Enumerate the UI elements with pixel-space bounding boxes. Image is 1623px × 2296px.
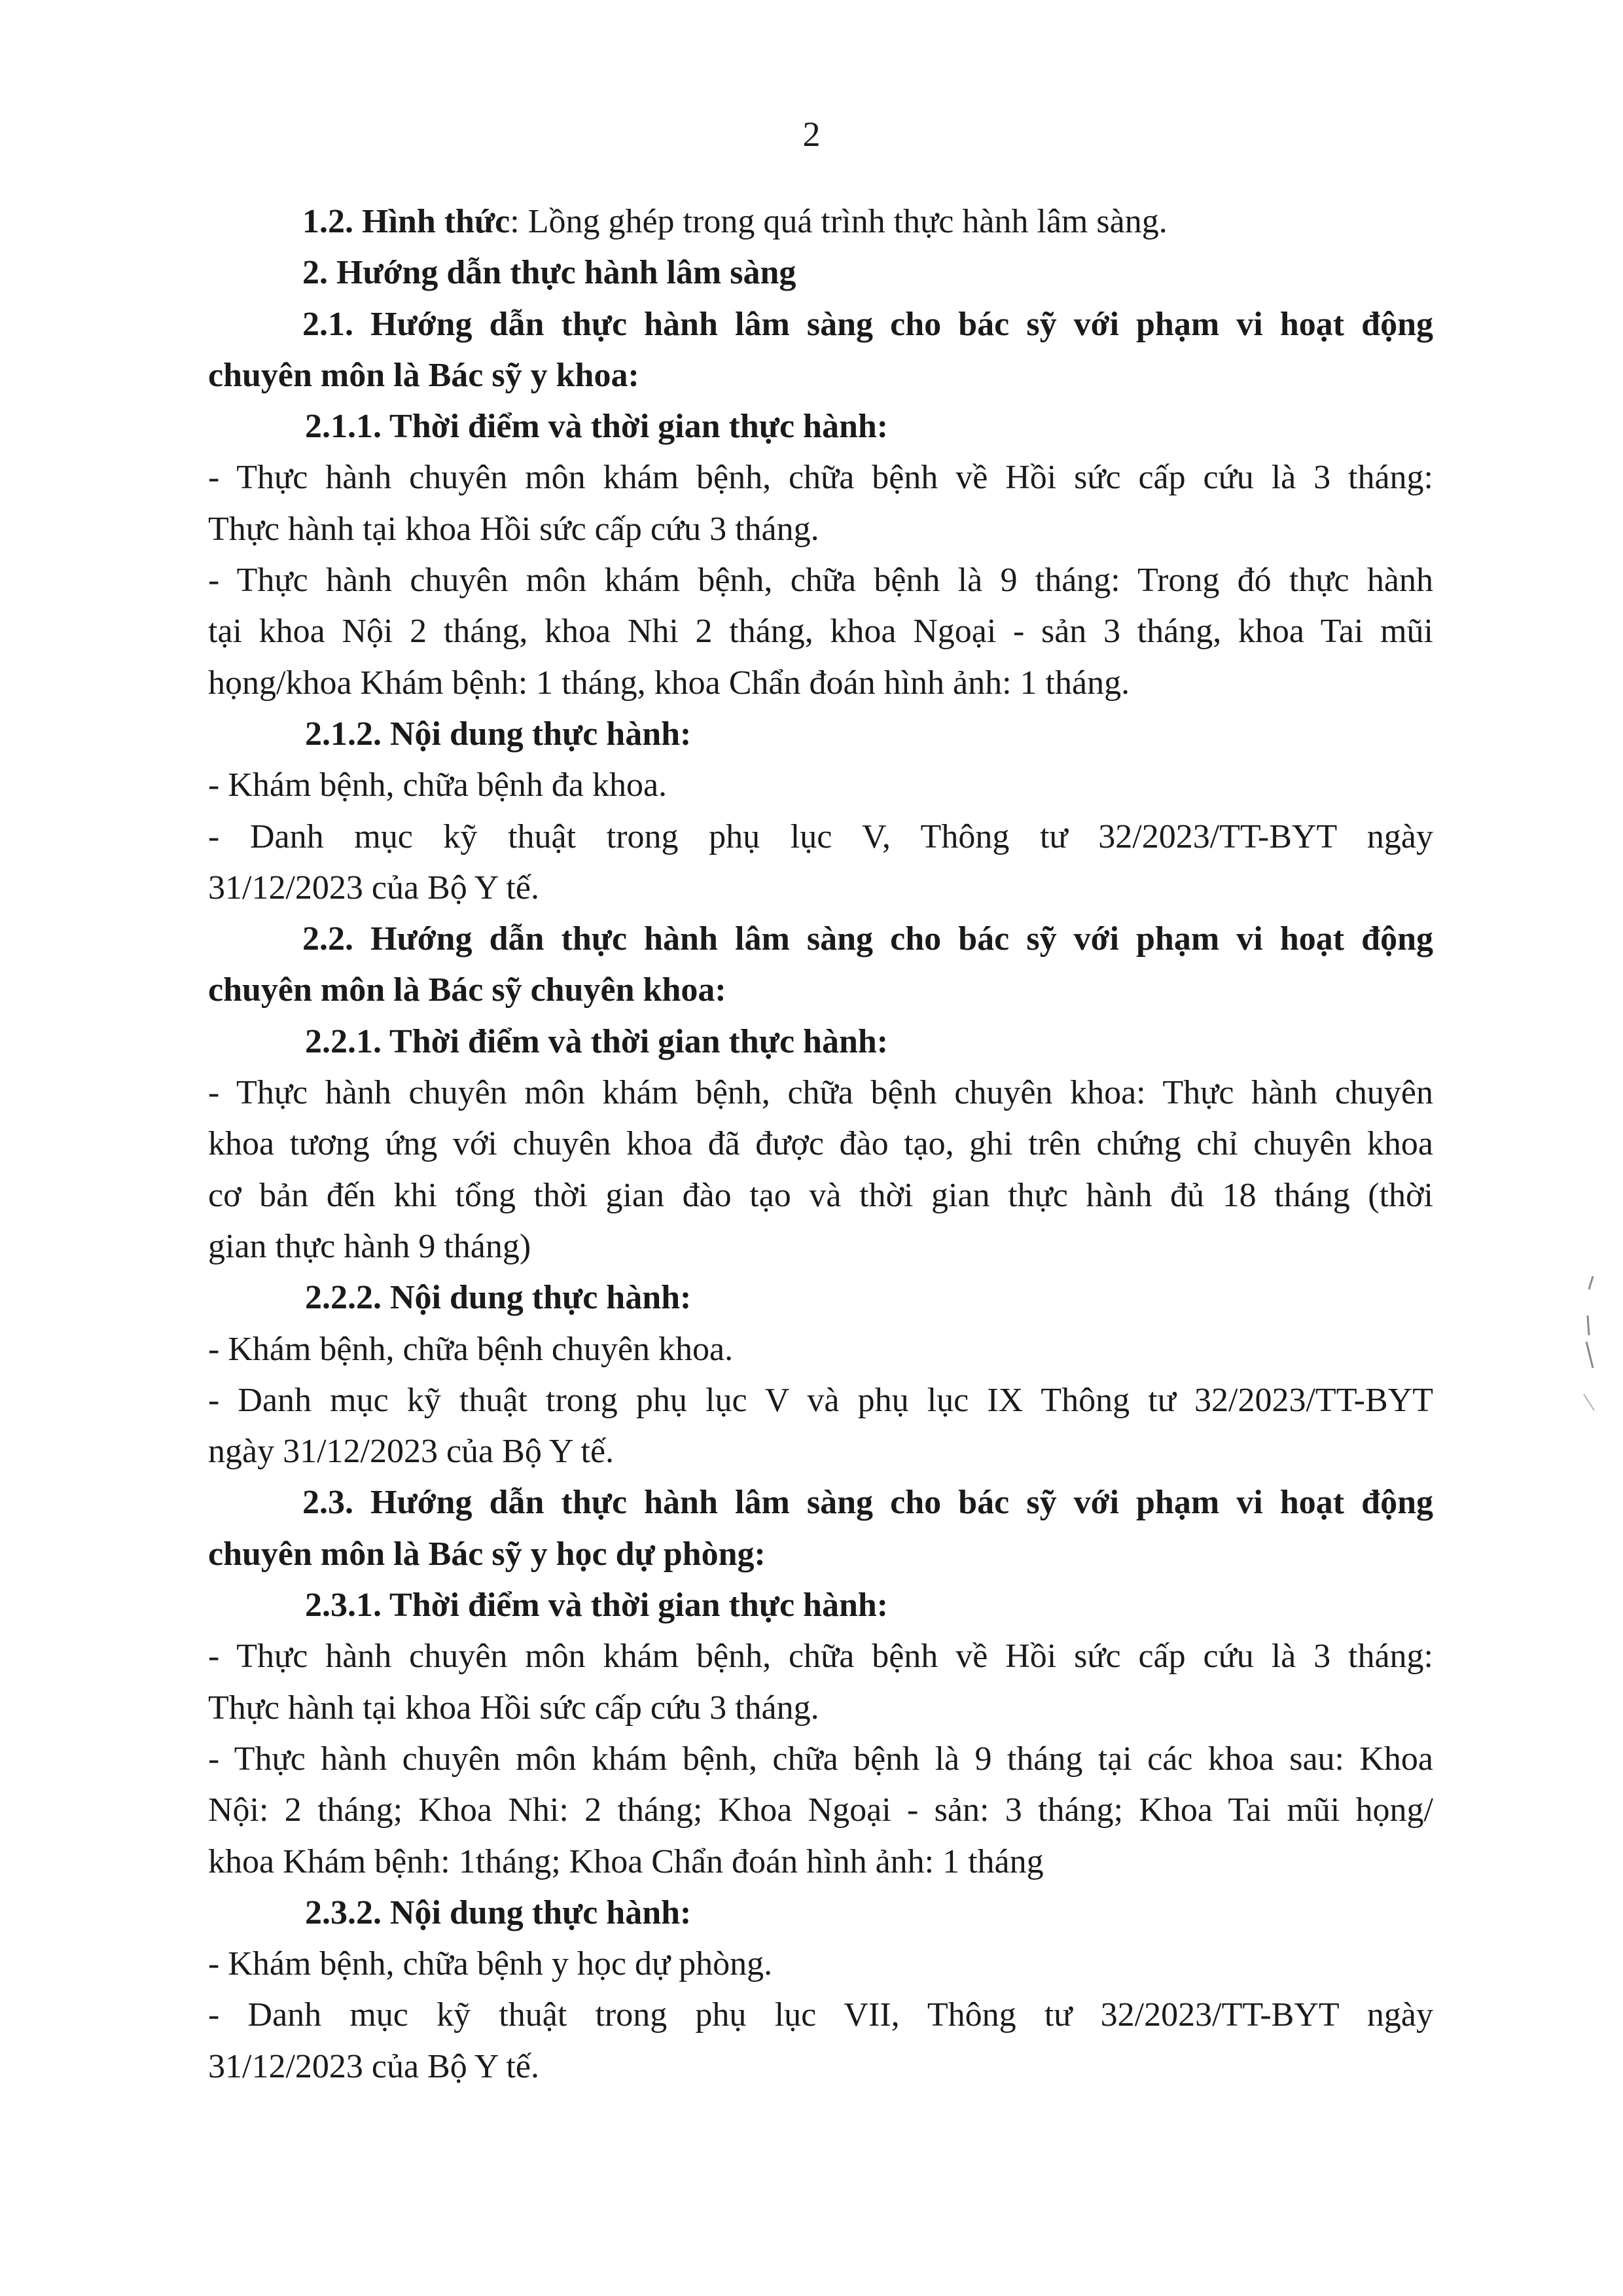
text-line-l23: - Khám bệnh, chữa bệnh chuyên khoa.	[208, 1330, 734, 1368]
text-line-l37: 31/12/2023 của Bộ Y tế.	[208, 2047, 539, 2085]
text-line-l13: - Danh mục kỹ thuật trong phụ lục V, Thông tư 32/2023/TT-BYT ngày	[208, 817, 1433, 855]
text-line-l29: - Thực hành chuyên môn khám bệnh, chữa bệnh về Hồi sức cấp cứu là 3 tháng:	[208, 1638, 1433, 1676]
scan-marks	[1577, 1270, 1603, 1427]
text-line-l28: 2.3.1. Thời điểm và thời gian thực hành:	[305, 1587, 889, 1624]
text-line-l26: 2.3. Hướng dẫn thực hành lâm sàng cho bác sỹ với phạm vi hoạt động	[302, 1484, 1433, 1522]
text-line-l01	[208, 196, 1433, 247]
text-line-l05: 2.1.1. Thời điểm và thời gian thực hành:	[305, 408, 889, 446]
bold-label: 1.2. Hình thức	[302, 203, 510, 240]
text-line-l34: 2.3.2. Nội dung thực hành:	[305, 1893, 692, 1931]
text-line-l18: - Thực hành chuyên môn khám bệnh, chữa bệnh chuyên khoa: Thực hành chuyên	[208, 1074, 1433, 1112]
text-line-l24: - Danh mục kỹ thuật trong phụ lục V và phụ lục IX Thông tư 32/2023/TT-BYT	[208, 1381, 1433, 1419]
text-line-l21: gian thực hành 9 tháng)	[208, 1227, 531, 1265]
text-line-l03: 2.1. Hướng dẫn thực hành lâm sàng cho bác sỹ với phạm vi hoạt động	[302, 305, 1433, 343]
line-text: : Lồng ghép trong quá trình thực hành lâm sàng.	[510, 203, 1168, 240]
text-line-l07: Thực hành tại khoa Hồi sức cấp cứu 3 tháng.	[208, 510, 819, 548]
text-line-l20: cơ bản đến khi tổng thời gian đào tạo và thời gian thực hành đủ 18 tháng (thời	[208, 1176, 1433, 1214]
text-line-l02: 2. Hướng dẫn thực hành lâm sàng	[302, 254, 796, 292]
text-line-l35: - Khám bệnh, chữa bệnh y học dự phòng.	[208, 1945, 773, 1983]
text-line-l15: 2.2. Hướng dẫn thực hành lâm sàng cho bác sỹ với phạm vi hoạt động	[302, 920, 1433, 958]
text-line-l33: khoa Khám bệnh: 1tháng; Khoa Chẩn đoán hình ảnh: 1 tháng	[208, 1842, 1044, 1880]
text-line-l25: ngày 31/12/2023 của Bộ Y tế.	[208, 1433, 615, 1471]
text-line-l31: - Thực hành chuyên môn khám bệnh, chữa bệnh là 9 tháng tại các khoa sau: Khoa	[208, 1740, 1433, 1778]
text-line-l06: - Thực hành chuyên môn khám bệnh, chữa bệnh về Hồi sức cấp cứu là 3 tháng:	[208, 459, 1433, 497]
text-line-l30: Thực hành tại khoa Hồi sức cấp cứu 3 tháng.	[208, 1689, 819, 1727]
text-line-l32: Nội: 2 tháng; Khoa Nhi: 2 tháng; Khoa Ngoại - sản: 3 tháng; Khoa Tai mũi họng/	[208, 1791, 1433, 1829]
text-line-l22: 2.2.2. Nội dung thực hành:	[305, 1279, 692, 1317]
text-line-l10: họng/khoa Khám bệnh: 1 tháng, khoa Chẩn đoán hình ảnh: 1 tháng.	[208, 664, 1130, 702]
text-line-l14: 31/12/2023 của Bộ Y tế.	[208, 869, 539, 906]
document-body	[208, 196, 1433, 2092]
text-line-l08: - Thực hành chuyên môn khám bệnh, chữa bệnh là 9 tháng: Trong đó thực hành	[208, 562, 1433, 600]
text-line-l19: khoa tương ứng với chuyên khoa đã được đào tạo, ghi trên chứng chỉ chuyên khoa	[208, 1125, 1433, 1163]
page-number: 2	[802, 115, 821, 154]
text-line-l36: - Danh mục kỹ thuật trong phụ lục VII, Thông tư 32/2023/TT-BYT ngày	[208, 1996, 1433, 2034]
text-line-l27: chuyên môn là Bác sỹ y học dự phòng:	[208, 1535, 766, 1573]
text-line-l04: chuyên môn là Bác sỹ y khoa:	[208, 356, 639, 394]
text-line-l12: - Khám bệnh, chữa bệnh đa khoa.	[208, 766, 668, 804]
text-line-l09: tại khoa Nội 2 tháng, khoa Nhi 2 tháng, khoa Ngoại - sản 3 tháng, khoa Tai mũi	[208, 613, 1433, 651]
text-line-l16: chuyên môn là Bác sỹ chuyên khoa:	[208, 971, 726, 1009]
text-line-l11: 2.1.2. Nội dung thực hành:	[305, 715, 692, 753]
text-line-l17: 2.2.1. Thời điểm và thời gian thực hành:	[305, 1022, 889, 1060]
